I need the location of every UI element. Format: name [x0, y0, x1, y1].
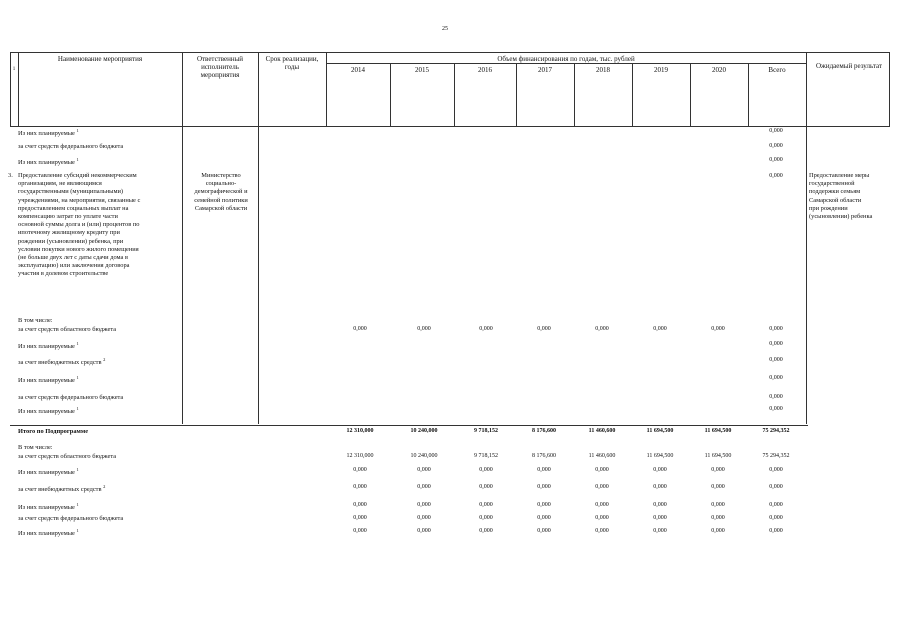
row-label: Из них планируемые $^1$ — [18, 375, 79, 385]
table-row — [0, 317, 905, 326]
cell-value: 0,000 — [537, 528, 551, 534]
cell-value: 0,000 — [653, 502, 667, 508]
cell-value: 0,000 — [417, 326, 431, 332]
header-col-resp: Ответственный исполнитель мероприятия — [196, 55, 244, 79]
row-label: за счет внебюджетных средств $^2$ — [18, 484, 106, 494]
header-year: 2017 — [538, 66, 552, 74]
cell-total: 0,000 — [769, 467, 783, 473]
header-year: 2015 — [415, 66, 429, 74]
cell-value: 0,000 — [537, 502, 551, 508]
row-label: Из них планируемые $^1$ — [18, 528, 79, 538]
cell-value: 0,000 — [353, 326, 367, 332]
col-divider — [326, 52, 327, 126]
cell-value: 0,000 — [711, 467, 725, 473]
cell-value: 10 240,000 — [410, 428, 438, 434]
cell-value: 11 460,600 — [588, 428, 616, 434]
cell-total: 0,000 — [769, 394, 783, 400]
col-divider — [182, 52, 183, 126]
cell-value: 0,000 — [353, 467, 367, 473]
header-col-num: 1 — [12, 67, 16, 72]
header-col-term: Срок реализации, годы — [265, 55, 319, 71]
cell-total: 0,000 — [769, 341, 783, 347]
cell-value: 0,000 — [653, 467, 667, 473]
cell-value: 8 176,600 — [532, 453, 556, 459]
header-year: 2018 — [596, 66, 610, 74]
cell-total: 0,000 — [769, 406, 783, 412]
row-label: В том числе: — [18, 444, 53, 451]
header-top-border — [10, 52, 890, 53]
header-col-name: Наименование мероприятия — [57, 55, 143, 63]
table-row — [0, 143, 905, 152]
cell-value: 0,000 — [595, 484, 609, 490]
cell-total: 0,000 — [769, 357, 783, 363]
header-col-funding: Объем финансирования по годам, тыс. рублей — [497, 55, 635, 63]
header-year: 2016 — [478, 66, 492, 74]
table-row — [0, 515, 905, 524]
item-number: 3. — [8, 172, 13, 179]
cell-value: 0,000 — [711, 502, 725, 508]
table-row — [0, 406, 905, 415]
cell-value: 0,000 — [653, 326, 667, 332]
cell-value: 8 176,600 — [532, 428, 556, 434]
cell-total: 0,000 — [769, 515, 783, 521]
cell-value: 12 310,000 — [346, 453, 374, 459]
cell-value: 0,000 — [595, 326, 609, 332]
row-label: за счет средств федерального бюджета — [18, 515, 124, 522]
header-bottom-border — [10, 126, 890, 127]
header-year: 2014 — [351, 66, 365, 74]
cell-value: 0,000 — [653, 484, 667, 490]
cell-value: 0,000 — [353, 502, 367, 508]
cell-total: 0,000 — [769, 484, 783, 490]
cell-value: 0,000 — [353, 528, 367, 534]
page-number: 25 — [442, 26, 448, 32]
cell-value: 0,000 — [417, 467, 431, 473]
header-year: 2020 — [712, 66, 726, 74]
header-total: Всего — [768, 66, 786, 74]
table-row — [0, 484, 905, 493]
row-label: В том числе: — [18, 317, 53, 324]
cell-value: 11 460,600 — [588, 453, 616, 459]
cell-value: 0,000 — [353, 515, 367, 521]
cell-value: 0,000 — [479, 484, 493, 490]
item-responsible: Министерство социально- демографической и семейной политики Самарской области — [194, 172, 248, 212]
cell-value: 0,000 — [595, 515, 609, 521]
cell-total: 0,000 — [769, 143, 783, 149]
table-row — [0, 157, 905, 166]
cell-value: 10 240,000 — [410, 453, 438, 459]
cell-value: 12 310,000 — [346, 428, 374, 434]
cell-value: 0,000 — [353, 484, 367, 490]
table-row — [0, 341, 905, 350]
cell-value: 0,000 — [479, 515, 493, 521]
row-label: за счет средств федерального бюджета — [18, 394, 124, 401]
total-row — [0, 428, 905, 437]
row-label: Из них планируемые $^1$ — [18, 467, 79, 477]
cell-value: 0,000 — [595, 528, 609, 534]
cell-value: 0,000 — [417, 502, 431, 508]
cell-value: 0,000 — [479, 326, 493, 332]
table-row — [0, 394, 905, 403]
header-col-result: Ожидаемый результат — [815, 62, 883, 70]
cell-value: 11 694,500 — [646, 453, 674, 459]
item-total: 0,000 — [769, 173, 783, 179]
row-label: Из них планируемые $^1$ — [18, 157, 79, 167]
cell-value: 0,000 — [653, 528, 667, 534]
table-row — [0, 357, 905, 366]
cell-total: 0,000 — [769, 128, 783, 134]
col-divider — [806, 52, 807, 127]
cell-value: 0,000 — [653, 515, 667, 521]
cell-value: 0,000 — [417, 484, 431, 490]
row-label: за счет средств областного бюджета — [18, 453, 117, 460]
row-label: Из них планируемые $^1$ — [18, 502, 79, 512]
row-label: Из них планируемые $^1$ — [18, 406, 79, 416]
cell-value: 0,000 — [479, 502, 493, 508]
table-row — [0, 375, 905, 384]
col-divider — [258, 52, 259, 126]
row-label: Из них планируемые $^1$ — [18, 341, 79, 351]
cell-value: 9 718,152 — [474, 453, 498, 459]
table-row — [0, 128, 905, 137]
item-name: Предоставление субсидий некоммерческим организациям, не являющимся государственными (муниципальными) учреждениями, на мероприятия, связанные с предоставлением социальных выплат на компенсацию затрат по уплате части основной суммы долга и (или) процентов по ипотечному жилищному кредиту при рождении (усыновлении) ребенка, при условии покупки нового жилого помещения (не больше двух лет с даты сдачи дома в эксплуатацию) или заключения договора участия в долевом строительстве — [18, 172, 141, 278]
cell-total: 0,000 — [769, 326, 783, 332]
col-divider — [18, 52, 19, 126]
cell-value: 0,000 — [711, 515, 725, 521]
table-row — [0, 326, 905, 335]
table-row — [0, 528, 905, 537]
cell-value: 0,000 — [595, 467, 609, 473]
cell-value: 0,000 — [479, 467, 493, 473]
cell-value: 0,000 — [479, 528, 493, 534]
total-row-separator — [10, 425, 808, 426]
table-row — [0, 453, 905, 462]
cell-value: 0,000 — [417, 515, 431, 521]
col-divider — [10, 52, 11, 126]
years-separator — [326, 63, 806, 64]
cell-value: 0,000 — [711, 484, 725, 490]
cell-value: 0,000 — [595, 502, 609, 508]
cell-value: 0,000 — [537, 515, 551, 521]
table-row — [0, 467, 905, 476]
cell-value: 9 718,152 — [474, 428, 498, 434]
cell-value: 0,000 — [711, 326, 725, 332]
cell-total: 0,000 — [769, 502, 783, 508]
cell-total: 0,000 — [769, 528, 783, 534]
cell-value: 0,000 — [537, 484, 551, 490]
row-label: за счет средств областного бюджета — [18, 326, 117, 333]
header-year: 2019 — [654, 66, 668, 74]
cell-value: 11 694,500 — [704, 453, 732, 459]
cell-value: 11 694,500 — [704, 428, 732, 434]
cell-value: 11 694,500 — [646, 428, 674, 434]
cell-value: 0,000 — [711, 528, 725, 534]
cell-value: 0,000 — [537, 326, 551, 332]
table-row — [0, 444, 905, 453]
row-label: Из них планируемые $^1$ — [18, 128, 79, 138]
cell-total: 75 294,352 — [762, 453, 790, 459]
cell-total: 0,000 — [769, 375, 783, 381]
cell-total: 75 294,352 — [762, 428, 790, 434]
item-result: Предоставление меры государственной поддержки семьям Самарской области при рождении (усыновлении) ребенка — [809, 172, 873, 221]
row-label: за счет средств федерального бюджета — [18, 143, 124, 150]
table-row — [0, 502, 905, 511]
cell-value: 0,000 — [537, 467, 551, 473]
cell-value: 0,000 — [417, 528, 431, 534]
cell-total: 0,000 — [769, 157, 783, 163]
row-label: за счет внебюджетных средств $^2$ — [18, 357, 106, 367]
row-label: Итого по Подпрограмме — [18, 428, 89, 435]
